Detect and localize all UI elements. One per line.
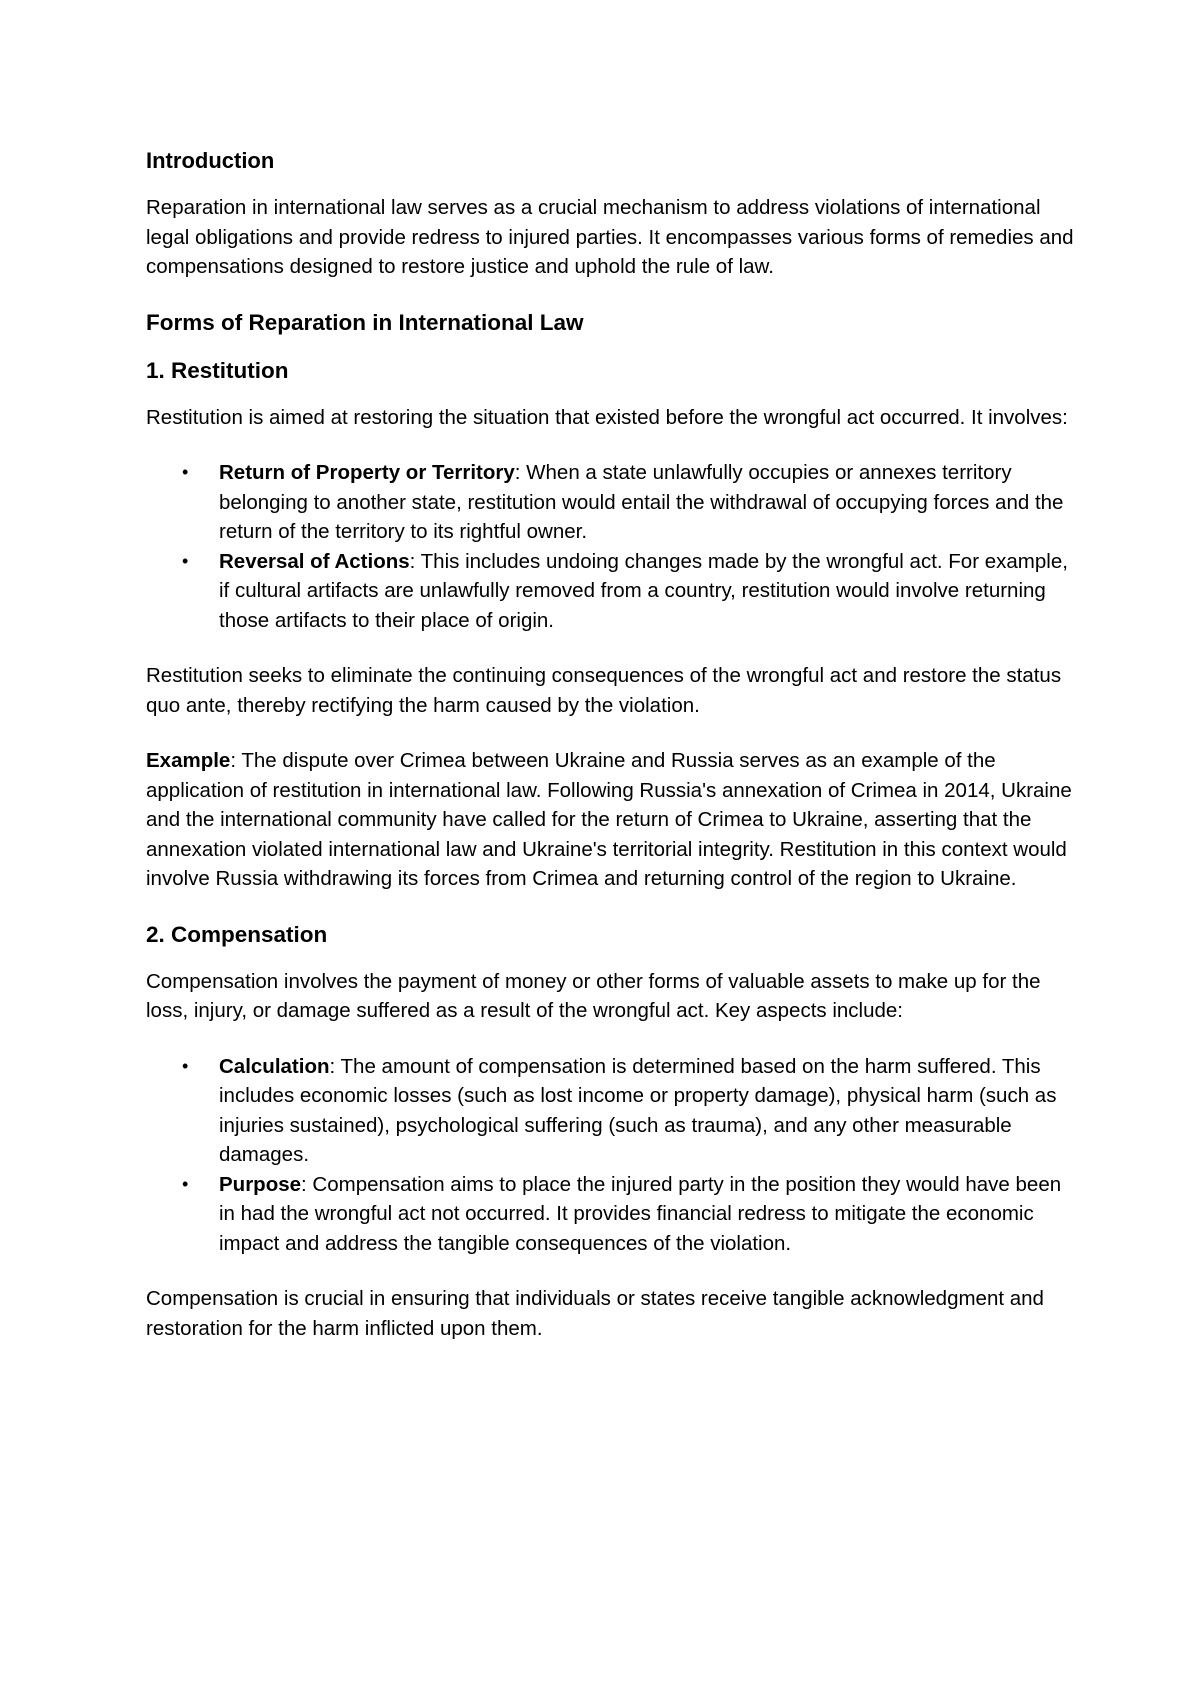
forms-heading: Forms of Reparation in International Law [146,309,584,335]
list-item [146,547,1076,636]
compensation-intro: Compensation involves the payment of money or other forms of valuable assets to make up for the loss, injury, or damage suffered as a result of the wrongful act. Key aspects include: [146,969,1041,1022]
bullet-term: Calculation [219,1054,330,1078]
example-text: : The dispute over Crimea between Ukraine and Russia serves as an example of the application of restitution in international law. Following Russia's annexation of Crimea in 2014, Ukraine and the international community have called for the return of Crimea to Ukraine, asserting that the annexation violated international law and Ukraine's territorial integrity. Restitution in this context would involve Russia withdrawing its forces from Crimea and returning control of the region to Ukraine. [146,749,1072,890]
bullet-icon: • [182,1055,189,1076]
bullet-text: : When a state unlawfully occupies or annexes territory belonging to another state, restitution would entail the withdrawal of occupying forces and the return of the territory to its rightful owner. [219,461,1064,543]
introduction-heading: Introduction [146,148,275,173]
restitution-bullet-list [146,458,1076,635]
bullet-icon: • [182,550,189,571]
example-paragraph [146,746,1076,894]
bullet-text: : Compensation aims to place the injured party in the position they would have been in had the wrongful act not occurred. It provides financial redress to mitigate the economic impact and address the tangible consequences of the violation. [219,1172,1062,1255]
document-page [146,146,1076,1369]
restitution-summary: Restitution seeks to eliminate the continuing consequences of the wrongful act and restore the status quo ante, thereby rectifying the harm caused by the violation. [146,664,1062,717]
list-item [146,1170,1076,1259]
list-item [146,458,1076,547]
compensation-bullet-list [146,1052,1076,1259]
compensation-heading: 2. Compensation [146,921,328,947]
bullet-text: : The amount of compensation is determined based on the harm suffered. This includes economic losses (such as lost income or property damage), physical harm (such as injuries sustained), psychological suffering (such as trauma), and any other measurable damages. [219,1054,1057,1166]
bullet-icon: • [182,462,189,482]
bullet-term: Reversal of Actions [219,549,410,573]
restitution-intro: Restitution is aimed at restoring the situation that existed before the wrongful act occurred. It involves: [146,405,1068,429]
bullet-term: Purpose [219,1172,302,1196]
bullet-text: : This includes undoing changes made by the wrongful act. For example, if cultural artifacts are unlawfully removed from a country, restitution would involve returning those artifacts to their place of origin. [219,549,1068,632]
restitution-heading: 1. Restitution [146,357,289,383]
introduction-paragraph: Reparation in international law serves as a crucial mechanism to address violations of international legal obligations and provide redress to injured parties. It encompasses various forms of remedies and compensations designed to restore justice and uphold the rule of law. [146,196,1074,278]
list-item [146,1052,1076,1170]
compensation-summary: Compensation is crucial in ensuring that individuals or states receive tangible acknowledgment and restoration for the harm inflicted upon them. [146,1287,1044,1340]
bullet-icon: • [182,1173,189,1194]
example-label: Example [146,749,231,772]
bullet-term: Return of Property or Territory [219,461,515,484]
